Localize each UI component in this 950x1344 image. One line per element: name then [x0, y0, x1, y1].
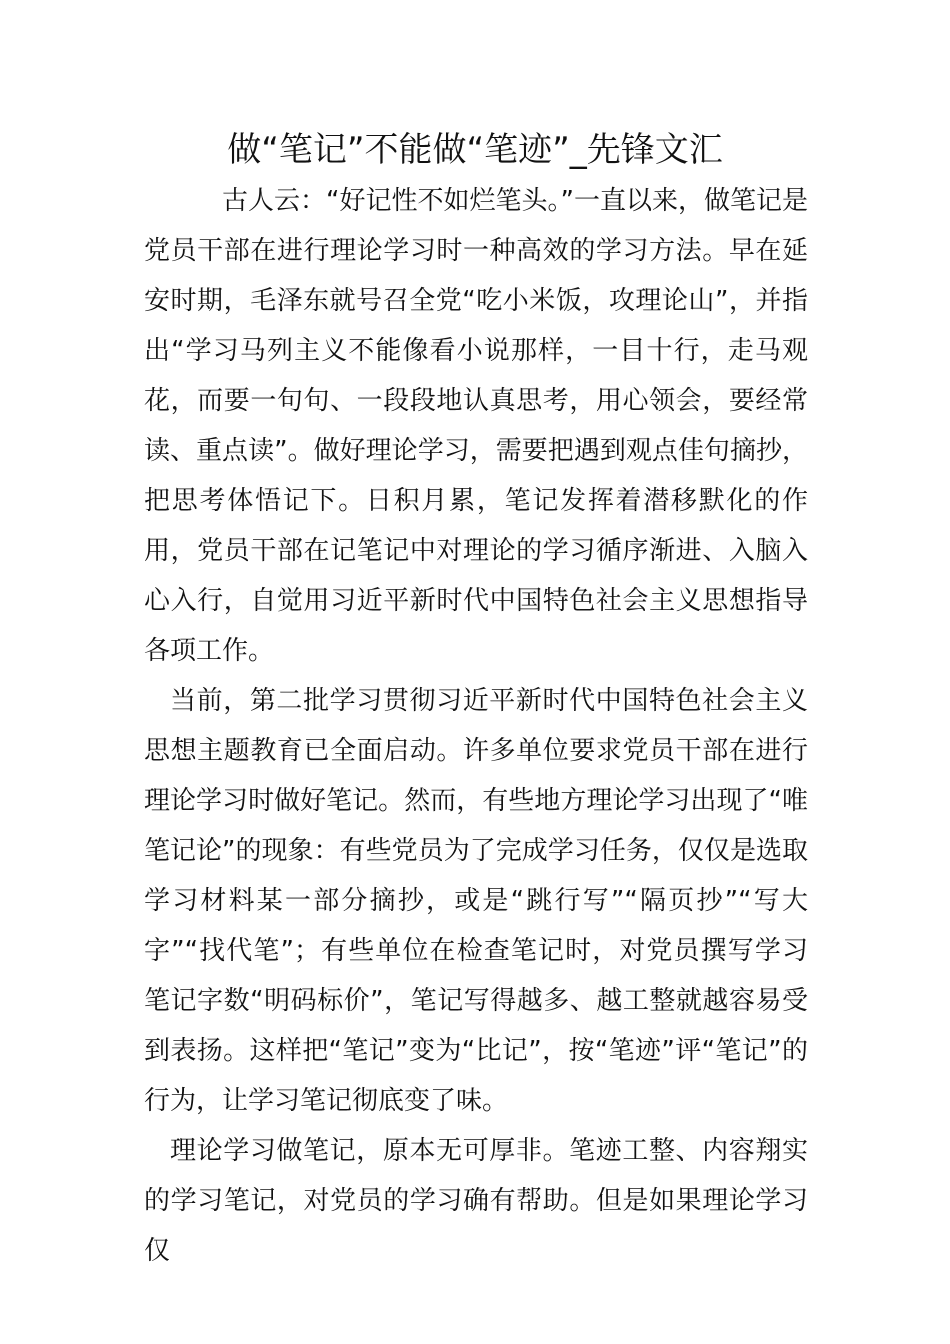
- document-title: 做“笔记”不能做“笔迹”_先锋文汇: [227, 130, 723, 170]
- paragraph-2: 当前，第二批学习贯彻习近平新时代中国特色社会主义思想主题教育已全面启动。许多单位要求党员干部在进行理论学习时做好笔记。然而，有些地方理论学习出现了“唯笔记论”的现象：有些党员为了完成学习任务，仅仅是选取学习材料某一部分摘抄，或是“跳行写”“隔页抄”“写大字”“找代笔”；有些单位在检查笔记时，对党员撰写学习笔记字数“明码标价”，笔记写得越多、越工整就越容易受到表扬。这样把“笔记”变为“比记”，按“笔迹”评“笔记”的行为，让学习笔记彻底变了味。: [144, 686, 808, 1116]
- document-body: [144, 176, 808, 1276]
- paragraph-3: 理论学习做笔记，原本无可厚非。笔迹工整、内容翔实的学习笔记，对党员的学习确有帮助。但是如果理论学习仅: [144, 1136, 808, 1266]
- paragraph-1: 古人云：“好记性不如烂笔头。”一直以来，做笔记是党员干部在进行理论学习时一种高效的学习方法。早在延安时期，毛泽东就号召全党“吃小米饭，攻理论山”，并指出“学习马列主义不能像看小说那样，一目十行，走马观花，而要一句句、一段段地认真思考，用心领会，要经常读、重点读”。做好理论学习，需要把遇到观点佳句摘抄，把思考体悟记下。日积月累，笔记发挥着潜移默化的作用，党员干部在记笔记中对理论的学习循序渐进、入脑入心入行，自觉用习近平新时代中国特色社会主义思想指导各项工作。: [144, 186, 808, 666]
